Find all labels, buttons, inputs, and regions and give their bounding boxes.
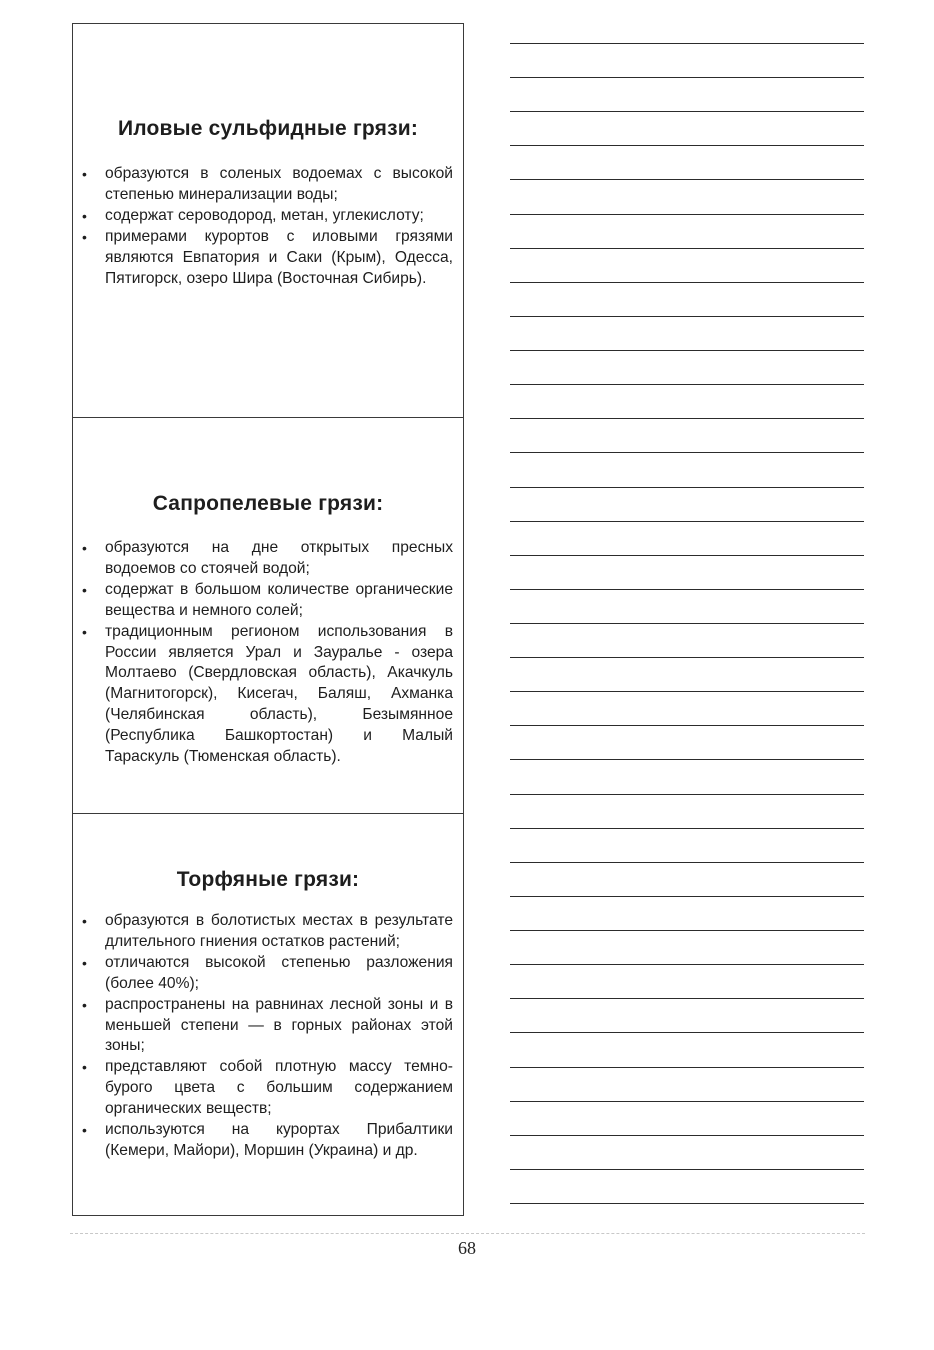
bullet-icon: • [82, 996, 87, 1013]
writing-line [510, 77, 864, 78]
writing-line [510, 691, 864, 692]
writing-line [510, 589, 864, 590]
writing-line [510, 111, 864, 112]
bullet-icon: • [82, 228, 87, 245]
bullet-icon: • [82, 954, 87, 971]
writing-line [510, 930, 864, 931]
writing-line [510, 418, 864, 419]
bullet-list [79, 164, 453, 289]
list-item: • используются на курортах Прибалтики (Кемери, Майори), Моршин (Украина) и др. [82, 1121, 453, 1159]
writing-line [510, 248, 864, 249]
bullet-icon: • [82, 1122, 87, 1139]
writing-line [510, 384, 864, 385]
list-item: • образуются в болотистых местах в результате длительного гниения остатков растений; [82, 912, 453, 950]
list-item: • распространены на равнинах лесной зоны и в меньшей степени — в горных районах этой зоны; [82, 995, 453, 1055]
writing-line [510, 452, 864, 453]
bullet-list [79, 538, 453, 768]
bullet-icon: • [82, 623, 87, 640]
writing-line [510, 350, 864, 351]
writing-line [510, 828, 864, 829]
writing-line [510, 657, 864, 658]
writing-line [510, 1135, 864, 1136]
writing-line [510, 487, 864, 488]
list-item: • представляют собой плотную массу темно-бурого цвета с большим содержанием органических веществ; [82, 1058, 453, 1118]
writing-line [510, 521, 864, 522]
content-frame [72, 23, 464, 1216]
section-peat-mud [73, 814, 463, 1216]
writing-line [510, 555, 864, 556]
list-item: • содержат в большом количестве органические вещества и немного солей; [82, 580, 453, 619]
bullet-icon: • [82, 913, 87, 929]
writing-line [510, 896, 864, 897]
bullet-icon: • [82, 207, 87, 224]
list-item: • образуются на дне открытых пресных водоемов со стоячей водой; [82, 539, 453, 577]
writing-line [510, 282, 864, 283]
list-item: • содержат сероводород, метан, углекислоту; [79, 206, 453, 227]
writing-line [510, 1169, 864, 1170]
writing-line [510, 1203, 864, 1204]
bullet-icon: • [82, 540, 87, 556]
writing-line [510, 43, 864, 44]
list-item: • примерами курортов с иловыми грязями являются Евпатория и Саки (Крым), Одесса, Пятигорск, озеро Шира (Восточная Сибирь). [82, 227, 453, 287]
writing-line [510, 214, 864, 215]
writing-line [510, 1032, 864, 1033]
bullet-icon: • [82, 166, 87, 182]
bullet-icon: • [82, 581, 87, 598]
section-title: Торфяные грязи: [176, 868, 360, 891]
section-silt-sulfide-mud [73, 24, 463, 418]
writing-line [510, 794, 864, 795]
writing-line [510, 725, 864, 726]
writing-line [510, 1067, 864, 1068]
writing-line [510, 1101, 864, 1102]
section-title: Иловые сульфидные грязи: [117, 117, 419, 140]
list-item: • отличаются высокой степенью разложения (более 40%); [82, 953, 453, 992]
section-title: Сапропелевые грязи: [152, 492, 384, 515]
list-item: • традиционным регионом использования в России является Урал и Зауралье - озера Молтаево (Свердловская область), Акачкуль (Магнитогорск), Кисегач, Баляш, Ахманка (Челябинская область), Безымянное (Республика Башкортостан) и Малый Тараскуль (Тюменская область). [82, 622, 453, 766]
writing-line [510, 179, 864, 180]
writing-line [510, 316, 864, 317]
writing-line [510, 862, 864, 863]
page-number: 68 [458, 1238, 476, 1258]
page-bottom-divider [70, 1233, 865, 1234]
writing-line [510, 623, 864, 624]
writing-line [510, 145, 864, 146]
section-sapropel-mud [73, 418, 463, 814]
list-item: • образуются в соленых водоемах с высокой степенью минерализации воды; [82, 165, 453, 203]
writing-line [510, 998, 864, 999]
writing-line [510, 759, 864, 760]
bullet-icon: • [82, 1059, 87, 1076]
writing-line [510, 964, 864, 965]
bullet-list [79, 911, 453, 1162]
